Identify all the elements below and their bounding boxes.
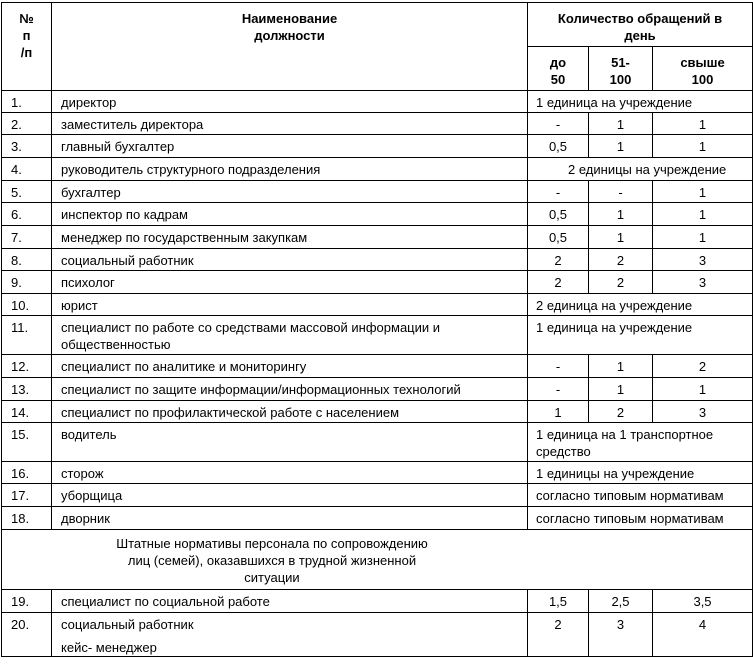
row-position: сторож [52, 462, 528, 484]
row-span-value: 1 единица на учреждение [528, 316, 753, 355]
row-number: 14. [2, 401, 52, 423]
header-number-cell [2, 3, 52, 91]
row-value-over-100: 2 [653, 355, 753, 378]
section-heading-block [2, 535, 542, 586]
row-position: заместитель директора [52, 113, 528, 135]
table-row [2, 158, 753, 181]
row-value-51-100: 2 [589, 249, 653, 271]
row-span-value: 2 единицы на учреждение [528, 158, 753, 181]
row-position: психолог [52, 271, 528, 294]
row-position: руководитель структурного подразделения [52, 158, 528, 181]
row-number: 5. [2, 181, 52, 203]
row-number: 1. [2, 91, 52, 113]
row-value-up-to-50: - [528, 378, 589, 401]
row-value-51-100: 2 [589, 401, 653, 423]
header-row [2, 3, 753, 47]
row-value-over-100: 3 [653, 271, 753, 294]
row-value-over-100: 3 [653, 249, 753, 271]
row-span-value: согласно типовым нормативам [528, 507, 753, 530]
row-position-line: общественностью [61, 337, 171, 352]
row-position-line: социальный работник [61, 617, 194, 632]
header-col-line: свыше [680, 55, 725, 70]
row-span-line: 1 единица на 1 транспортное [536, 427, 714, 442]
row-position [52, 316, 528, 355]
header-number-line: п [22, 28, 31, 43]
table-row [2, 113, 753, 135]
row-value-up-to-50: - [528, 113, 589, 135]
row-position: директор [52, 91, 528, 113]
row-number: 17. [2, 484, 52, 507]
header-number-line: /п [20, 45, 33, 60]
row-value-51-100: 3 [589, 613, 653, 657]
row-number: 10. [2, 294, 52, 316]
row-span-value: согласно типовым нормативам [528, 484, 753, 507]
row-value-51-100: 1 [589, 113, 653, 135]
row-position: бухгалтер [52, 181, 528, 203]
row-value-up-to-50: 1 [528, 401, 589, 423]
header-position-line: должности [254, 28, 325, 43]
row-number: 7. [2, 226, 52, 249]
row-number: 2. [2, 113, 52, 135]
table-row [2, 590, 753, 613]
row-position: менеджер по государственным закупкам [52, 226, 528, 249]
row-value-51-100: 1 [589, 355, 653, 378]
row-position-line: кейс- менеджер [61, 640, 157, 655]
row-position: юрист [52, 294, 528, 316]
row-number: 20. [2, 613, 52, 657]
row-value-over-100: 1 [653, 181, 753, 203]
row-value-51-100: 2,5 [589, 590, 653, 613]
row-position: главный бухгалтер [52, 135, 528, 158]
section-heading-line: лиц (семей), оказавшихся в трудной жизненной [127, 553, 417, 568]
row-value-up-to-50: 2 [528, 249, 589, 271]
row-span-value [528, 423, 753, 462]
row-value-51-100: 1 [589, 226, 653, 249]
row-value-51-100: 1 [589, 135, 653, 158]
table-row [2, 423, 753, 462]
row-number: 13. [2, 378, 52, 401]
table-row [2, 462, 753, 484]
row-number: 18. [2, 507, 52, 530]
row-number: 8. [2, 249, 52, 271]
row-position: уборщица [52, 484, 528, 507]
row-span-value: 1 единицы на учреждение [528, 462, 753, 484]
row-position: специалист по аналитике и мониторингу [52, 355, 528, 378]
section-row [2, 530, 753, 590]
row-span-line: средство [536, 444, 591, 459]
row-value-over-100: 4 [653, 613, 753, 657]
table-row [2, 294, 753, 316]
table-row [2, 507, 753, 530]
header-position-cell [52, 3, 528, 91]
table-row [2, 249, 753, 271]
row-value-over-100: 3 [653, 401, 753, 423]
row-position: водитель [52, 423, 528, 462]
header-col-line: 100 [691, 72, 714, 87]
row-position: специалист по профилактической работе с населением [52, 401, 528, 423]
row-value-up-to-50: 0,5 [528, 135, 589, 158]
table-row [2, 378, 753, 401]
table-row [2, 316, 753, 355]
row-number: 12. [2, 355, 52, 378]
header-col-line: 51- [611, 55, 630, 70]
header-number-line: № [19, 11, 34, 26]
header-calls-line: Количество обращений в [557, 11, 723, 26]
row-number: 11. [2, 316, 52, 355]
header-calls-line: день [624, 28, 656, 43]
row-number: 16. [2, 462, 52, 484]
row-value-up-to-50: 2 [528, 271, 589, 294]
row-position: специалист по социальной работе [52, 590, 528, 613]
row-value-over-100: 1 [653, 135, 753, 158]
row-number: 4. [2, 158, 52, 181]
section-heading-line: ситуации [244, 570, 300, 585]
row-number: 3. [2, 135, 52, 158]
row-position-line: специалист по работе со средствами массовой информации и [61, 320, 441, 335]
row-value-up-to-50: 2 [528, 613, 589, 657]
row-value-up-to-50: 0,5 [528, 203, 589, 226]
row-value-51-100: 1 [589, 203, 653, 226]
row-value-51-100: - [589, 181, 653, 203]
row-position [52, 613, 528, 657]
row-value-over-100: 1 [653, 378, 753, 401]
row-value-up-to-50: - [528, 181, 589, 203]
table-row [2, 355, 753, 378]
table-row [2, 484, 753, 507]
row-span-value: 2 единица на учреждение [528, 294, 753, 316]
row-value-over-100: 1 [653, 113, 753, 135]
header-col-line: до [549, 55, 567, 70]
table-row [2, 91, 753, 113]
row-value-51-100: 1 [589, 378, 653, 401]
row-position: инспектор по кадрам [52, 203, 528, 226]
row-number: 6. [2, 203, 52, 226]
staffing-table [1, 2, 753, 657]
row-value-up-to-50: - [528, 355, 589, 378]
header-col-51-100 [589, 47, 653, 91]
row-number: 15. [2, 423, 52, 462]
row-value-up-to-50: 1,5 [528, 590, 589, 613]
row-value-over-100: 1 [653, 226, 753, 249]
table-row [2, 203, 753, 226]
row-value-over-100: 3,5 [653, 590, 753, 613]
row-position: специалист по защите информации/информационных технологий [52, 378, 528, 401]
table-row [2, 226, 753, 249]
header-col-over-100 [653, 47, 753, 91]
header-calls-cell [528, 3, 753, 47]
table-row [2, 271, 753, 294]
row-value-over-100: 1 [653, 203, 753, 226]
row-number: 19. [2, 590, 52, 613]
header-col-up-to-50 [528, 47, 589, 91]
table-row [2, 181, 753, 203]
row-span-value: 1 единица на учреждение [528, 91, 753, 113]
header-col-line: 50 [550, 72, 566, 87]
row-value-51-100: 2 [589, 271, 653, 294]
section-heading [2, 530, 753, 590]
table-row [2, 613, 753, 657]
row-value-up-to-50: 0,5 [528, 226, 589, 249]
row-position: социальный работник [52, 249, 528, 271]
section-heading-line: Штатные нормативы персонала по сопровождению [116, 536, 428, 551]
row-number: 9. [2, 271, 52, 294]
table-row [2, 401, 753, 423]
header-col-line: 100 [609, 72, 632, 87]
row-position: дворник [52, 507, 528, 530]
header-position-line: Наименование [241, 11, 338, 26]
table-row [2, 135, 753, 158]
